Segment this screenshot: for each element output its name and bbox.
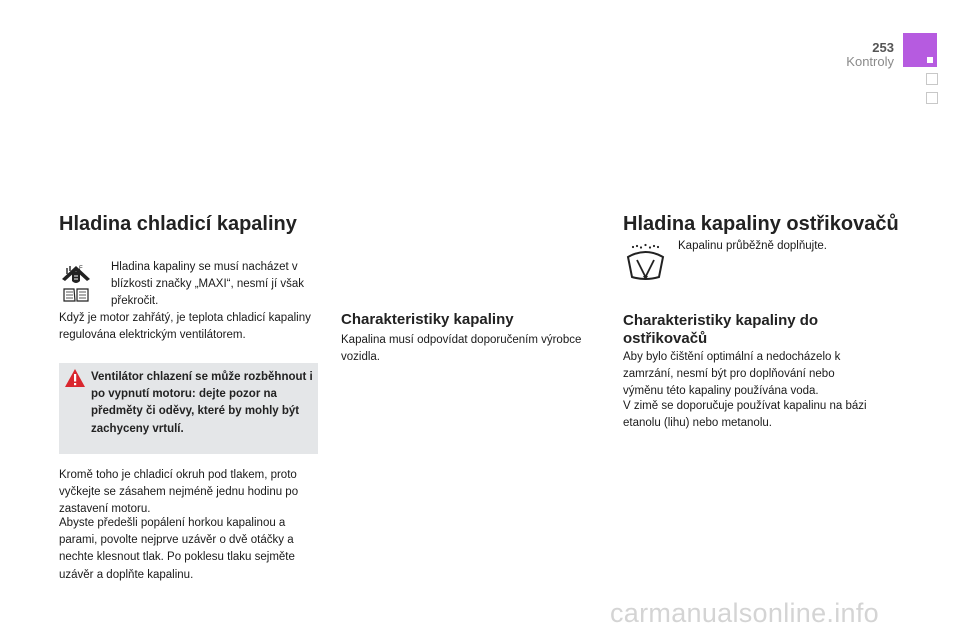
chapter-tab[interactable] [926,73,938,85]
chapter-tab[interactable] [926,92,938,104]
washer-spec-text: Aby bylo čištění optimální a nedocházelo k zamrzání, nesmí být pro doplňování nebo výměnu této kapaliny používána voda. [623,351,841,398]
coolant-title: Hladina chladicí kapaliny [59,213,297,235]
washer-title: Hladina kapaliny ostřikovačů [623,213,899,235]
page-number: 253 [872,40,894,55]
washer-spec-winter-text: V zimě se doporučuje používat kapalinu na bázi etanolu (lihu) nebo metanolu. [623,400,867,430]
coolant-burn-note: Abyste předešli popálení horkou kapalinou a parami, povolte nejprve uzávěr o dvě otáčky a nechte klesnout tlak. Po poklesu tlaku sejměte uzávěr a doplňte kapalinu. [59,517,295,581]
washer-fluid-icon [623,243,668,283]
svg-text:F: F [79,266,83,272]
coolant-spec-text: Kapalina musí odpovídat doporučením výrobce vozidla. [341,334,582,364]
warning-icon [64,368,86,388]
coolant-level-icon [59,262,93,302]
chapter-tab-active[interactable] [903,33,937,67]
coolant-icon-text: Hladina kapaliny se musí nacházet v blízkosti značky „MAXI“, nesmí jí však překročit. [111,261,304,308]
washer-icon-text: Kapalinu průběžně doplňujte. [678,240,827,252]
section-label: Kontroly [846,54,894,69]
watermark: carmanualsonline.info [610,598,879,628]
coolant-fan-note: Když je motor zahřátý, je teplota chladicí kapaliny regulována elektrickým ventilátorem. [59,312,311,342]
coolant-pressure-note: Kromě toho je chladicí okruh pod tlakem, proto vyčkejte se zásahem nejméně jednu hodinu po zastavení motoru. [59,469,299,516]
coolant-spec-title: Charakteristiky kapaliny [341,311,514,328]
tab-marker [927,57,933,63]
washer-spec-title: Charakteristiky kapaliny do ostřikovačů [623,312,819,347]
warning-text: Ventilátor chlazení se může rozběhnout i po vypnutí motoru: dejte pozor na předměty či oděvy, které by mohly být zachyceny vrtulí. [91,371,313,435]
